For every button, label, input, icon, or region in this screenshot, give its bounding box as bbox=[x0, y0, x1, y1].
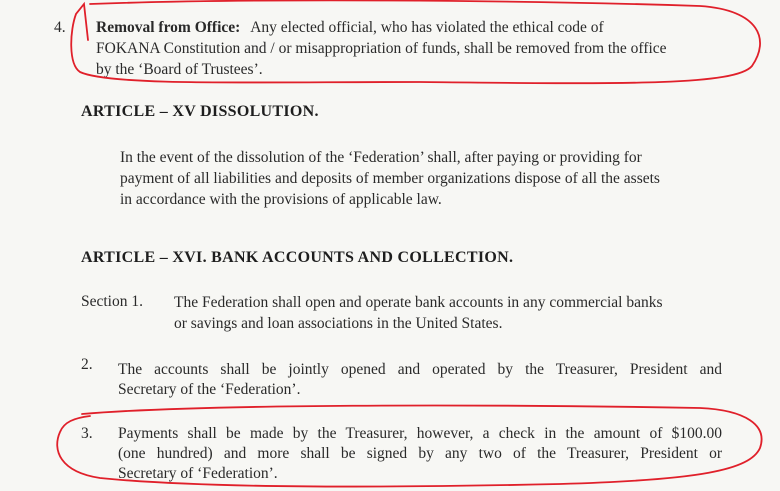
section-1-line-2: or savings and loan associations in the United States. bbox=[174, 315, 503, 332]
item-2-line-1: The accounts shall be jointly opened and operated by the Treasurer, President and bbox=[118, 361, 722, 378]
item-3-line-3: Secretary of ‘Federation’. bbox=[118, 465, 278, 482]
article-xv-heading: ARTICLE – XV DISSOLUTION. bbox=[81, 103, 319, 120]
item-4-line-1-text: Any elected official, who has violated the ethical code of bbox=[250, 19, 604, 36]
item-3-line-1: Payments shall be made by the Treasurer, however, a check in the amount of $100.00 bbox=[118, 425, 722, 442]
item-4-number: 4. bbox=[54, 19, 66, 36]
item-4-title: Removal from Office: bbox=[96, 19, 241, 36]
item-4-line-3: by the ‘Board of Trustees’. bbox=[96, 61, 263, 78]
article-xvi-heading: ARTICLE – XVI. BANK ACCOUNTS AND COLLECTION. bbox=[81, 249, 514, 266]
item-3-number: 3. bbox=[81, 425, 93, 442]
item-3-line-2: (one hundred) and more shall be signed by any two of the Treasurer, President or bbox=[118, 445, 722, 462]
item-2-number: 2. bbox=[81, 356, 93, 373]
article-xv-line-1: In the event of the dissolution of the ‘Federation’ shall, after paying or providing for bbox=[120, 149, 642, 166]
article-xv-line-3: in accordance with the provisions of applicable law. bbox=[120, 191, 442, 208]
item-2-line-2: Secretary of the ‘Federation’. bbox=[118, 381, 301, 398]
section-1-line-1: The Federation shall open and operate bank accounts in any commercial banks bbox=[174, 294, 663, 311]
section-1-label: Section 1. bbox=[81, 293, 143, 310]
item-4-line-2: FOKANA Constitution and / or misappropriation of funds, shall be removed from the office bbox=[96, 40, 667, 57]
item-4-line-1 bbox=[96, 18, 604, 38]
article-xv-line-2: payment of all liabilities and deposits of member organizations dispose of all the assets bbox=[120, 170, 660, 187]
